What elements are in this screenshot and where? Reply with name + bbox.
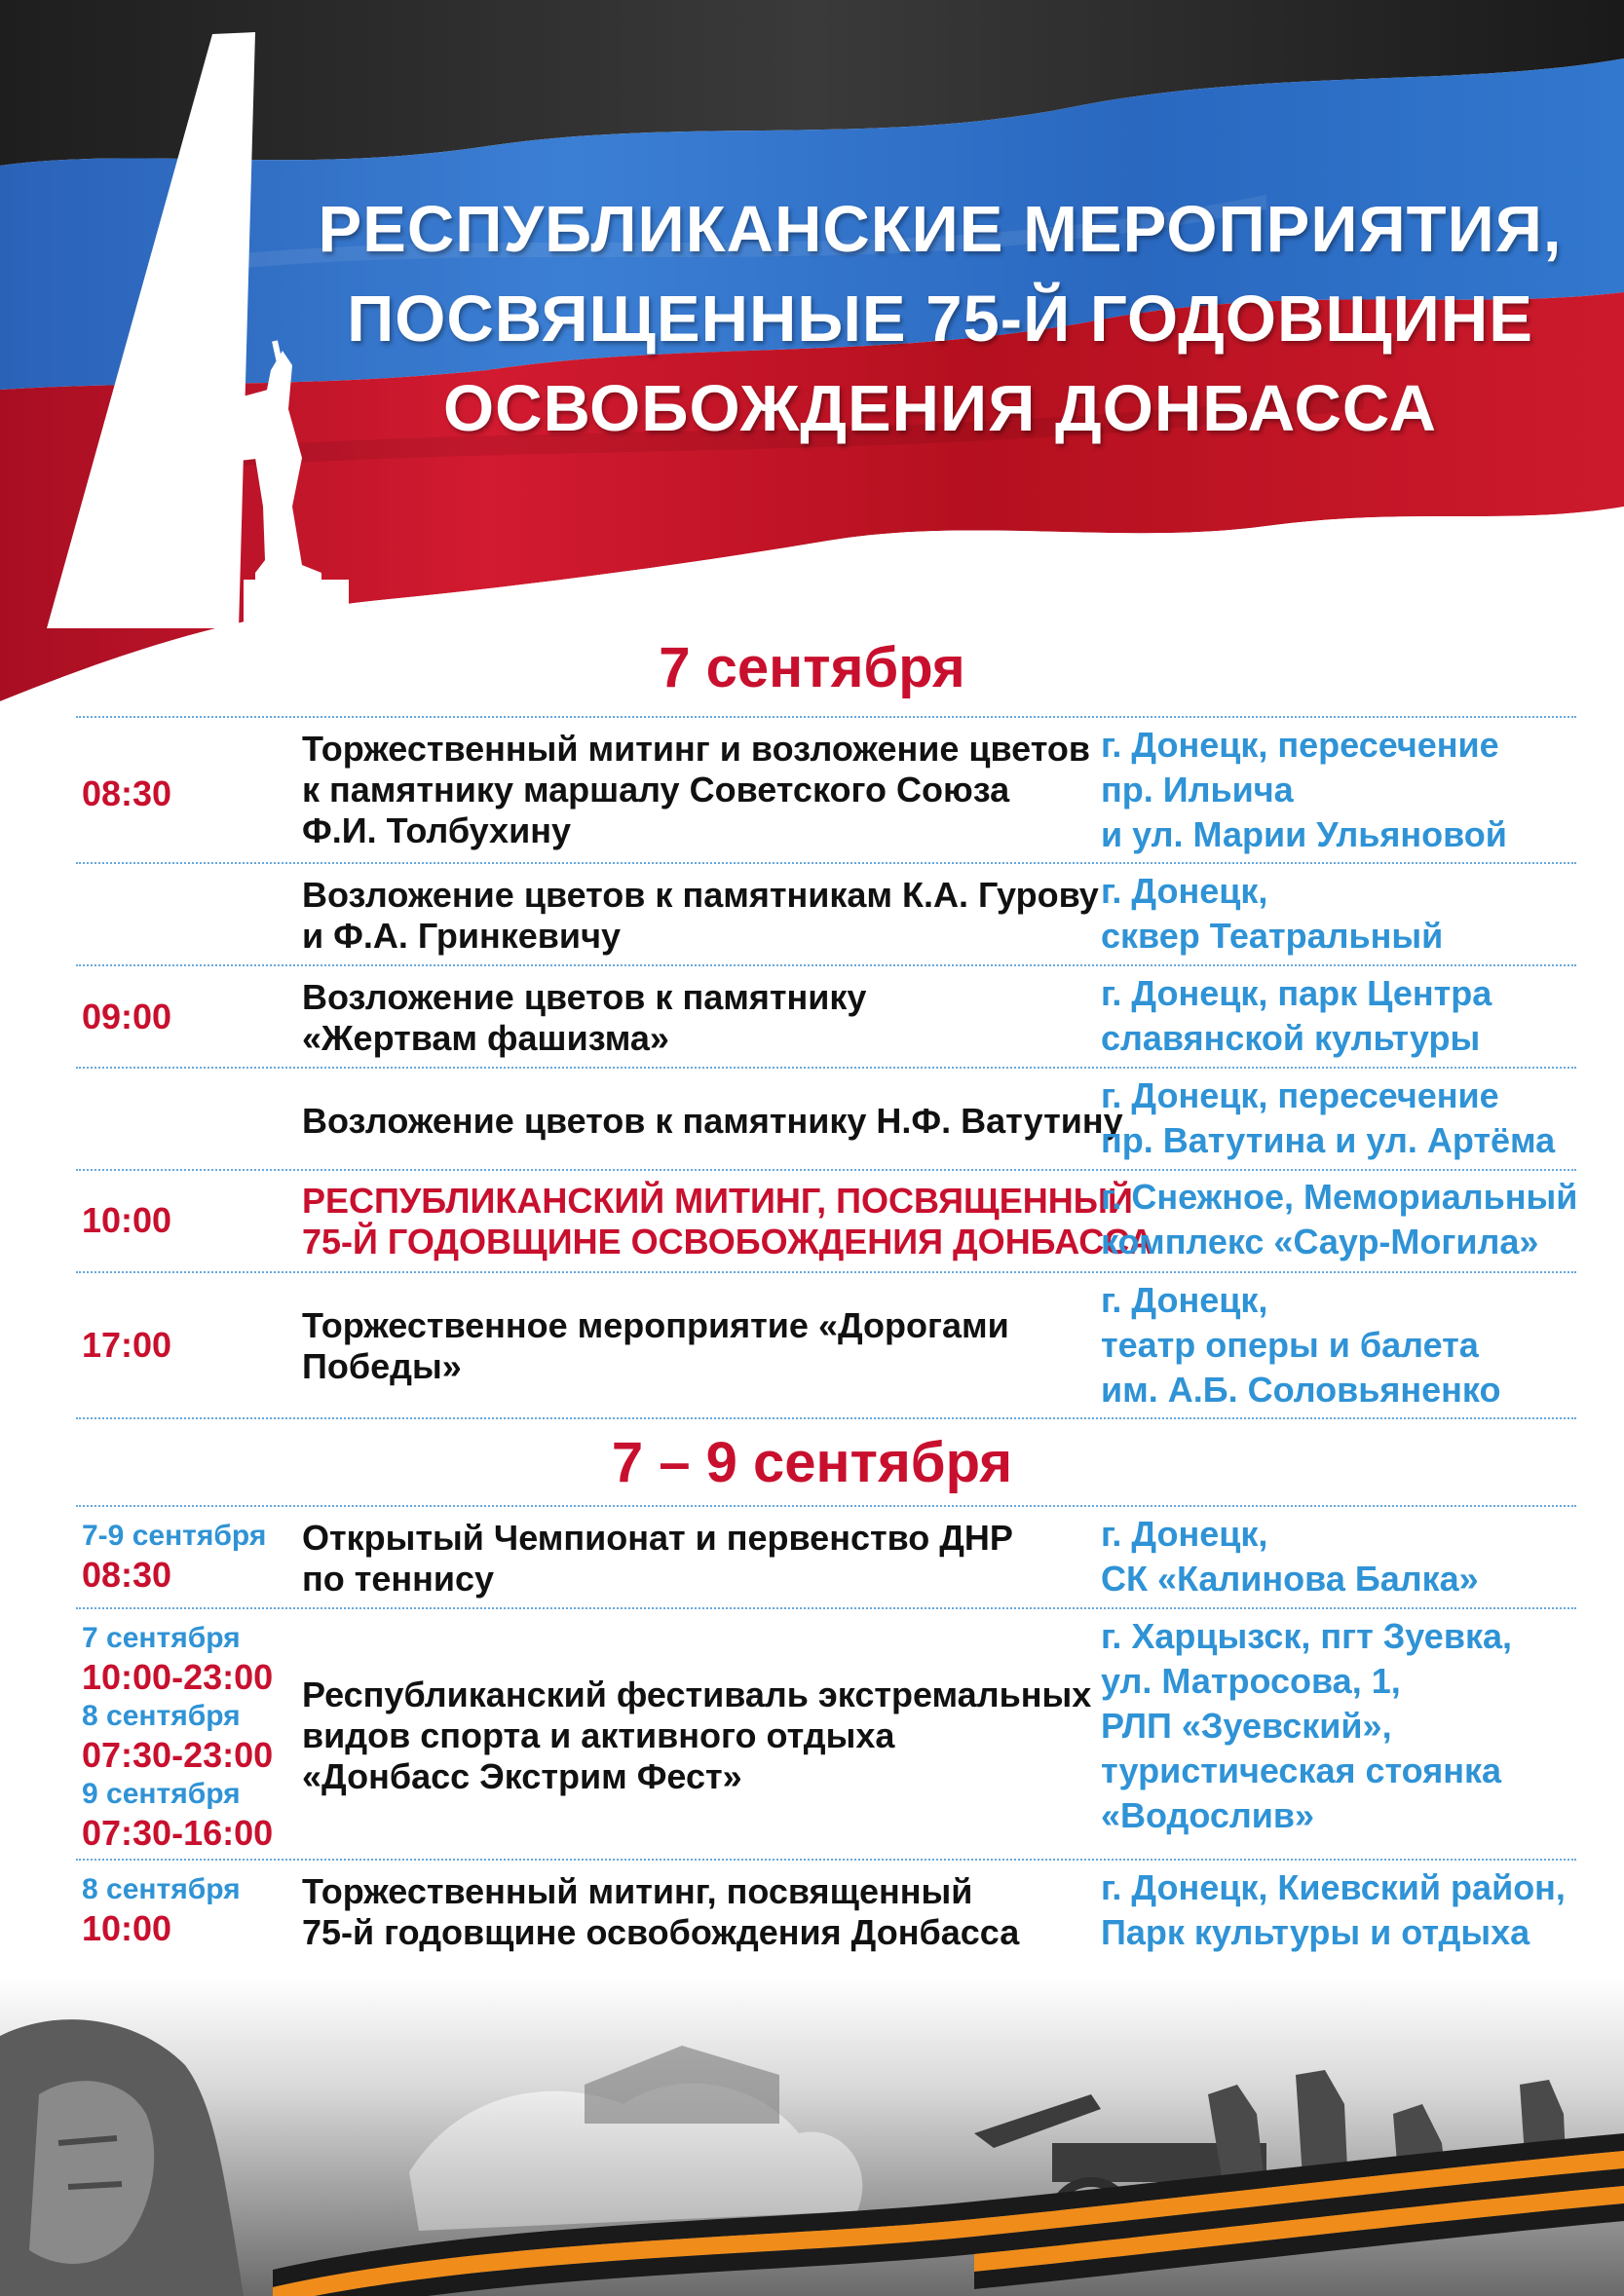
event-time: 17:00 (82, 1325, 172, 1365)
divider (76, 1067, 1576, 1069)
event-description: Торжественное мероприятие «Дорогами Победы» (302, 1305, 1009, 1386)
event-description: Открытый Чемпионат и первенство ДНР по теннису (302, 1518, 1013, 1599)
event-description: Торжественный митинг, посвященный 75-й годовщине освобождения Донбасса (302, 1871, 1020, 1952)
divider (76, 862, 1576, 864)
event-time: 09:00 (82, 997, 172, 1036)
title-line-1: РЕСПУБЛИКАНСКИЕ МЕРОПРИЯТИЯ, (318, 193, 1563, 266)
divider (76, 1859, 1576, 1861)
title-line-2: ПОСВЯЩЕННЫЕ 75-Й ГОДОВЩИНЕ (347, 282, 1533, 356)
event-location: г. Донецк, СК «Калинова Балка» (1101, 1514, 1479, 1599)
event-datetime: 7-9 сентября 08:30 (82, 1520, 267, 1595)
page-title (292, 185, 1588, 454)
event-description: Возложение цветов к памятникам К.А. Гурову и Ф.А. Гринкевичу (302, 875, 1099, 956)
event-location: г. Донецк, пересечение пр. Ильича и ул. Марии Ульяновой (1101, 725, 1507, 854)
divider (76, 1417, 1576, 1419)
divider (76, 1505, 1576, 1507)
event-location: г. Донецк, театр оперы и балета им. А.Б. Соловьяненко (1101, 1280, 1501, 1410)
event-description: Возложение цветов к памятнику «Жертвам фашизма» (302, 977, 867, 1058)
event-location: г. Донецк, Киевский район, Парк культуры и отдыха (1101, 1867, 1566, 1952)
date-heading-sept-7: 7 сентября (659, 636, 965, 699)
footer-war-photo-collage (0, 1977, 1624, 2296)
divider (76, 1271, 1576, 1273)
obelisk (47, 32, 255, 628)
date-heading-sept-7-9: 7 – 9 сентября (611, 1431, 1013, 1494)
divider (76, 1169, 1576, 1171)
event-location: г. Снежное, Мемориальный комплекс «Саур-Могила» (1101, 1177, 1578, 1261)
event-description: РЕСПУБЛИКАНСКИЙ МИТИНГ, ПОСВЯЩЕННЫЙ 75-Й ГОДОВЩИНЕ ОСВОБОЖДЕНИЯ ДОНБАССА (302, 1181, 1154, 1261)
event-location: г. Донецк, пересечение пр. Ватутина и ул. Артёма (1101, 1075, 1556, 1160)
event-location: г. Харцызск, пгт Зуевка, ул. Матросова, 1, РЛП «Зуевский», туристическая стоянка «Водослив» (1101, 1616, 1512, 1835)
title-line-3: ОСВОБОЖДЕНИЯ ДОНБАССА (442, 372, 1438, 445)
divider (76, 964, 1576, 966)
event-datetime: 7 сентября 10:00-23:00 8 сентября 07:30-23:00 9 сентября 07:30-16:00 (82, 1622, 274, 1853)
event-description: Возложение цветов к памятнику Н.Ф. Ватутину (302, 1101, 1123, 1141)
event-location: г. Донецк, парк Центра славянской культуры (1101, 973, 1492, 1058)
event-time: 10:00 (82, 1200, 172, 1240)
event-datetime: 8 сентября 10:00 (82, 1873, 241, 1948)
divider (76, 716, 1576, 718)
divider (76, 1607, 1576, 1609)
event-description: Республиканский фестиваль экстремальных видов спорта и активного отдыха «Донбасс Экстрим Фест» (302, 1675, 1092, 1796)
event-time: 08:30 (82, 773, 172, 813)
monument-pedestal (244, 580, 349, 623)
event-description: Торжественный митинг и возложение цветов к памятнику маршалу Советского Союза Ф.И. Толбухину (302, 729, 1090, 850)
event-location: г. Донецк, сквер Театральный (1101, 871, 1444, 956)
